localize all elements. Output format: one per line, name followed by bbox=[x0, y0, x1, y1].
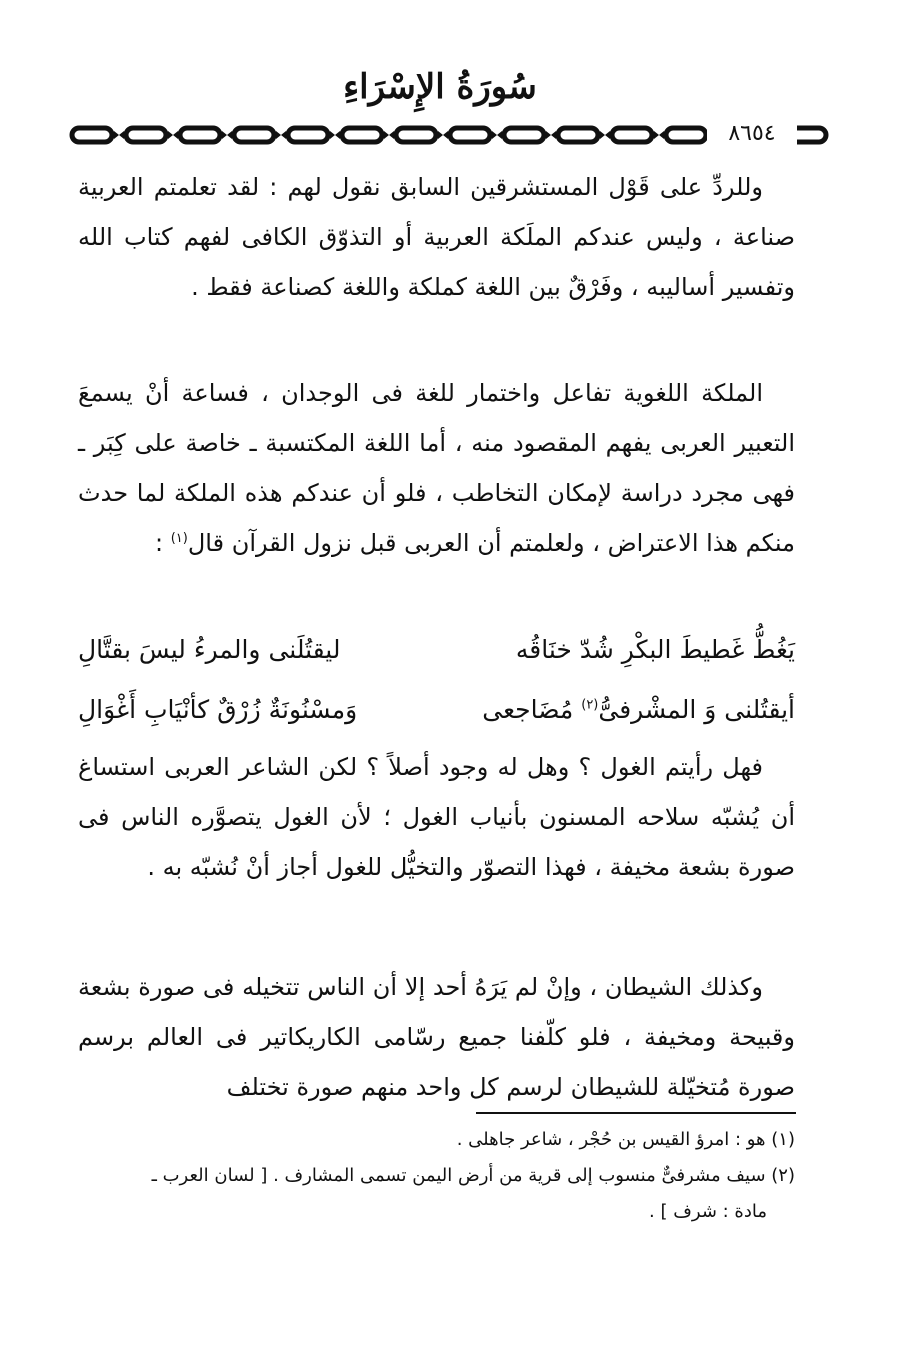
paragraph-2-text: الملكة اللغوية تفاعل واختمار للغة فى الوجدان ، فساعة أنْ يسمعَ التعبير العربى يفهم المقصود منه ، أما اللغة المكتسبة ـ خاصة على كِبَر ـ فهى مجرد دراسة لإمكان التخاطب ، فلو أن عندكم هذه الملكة لما حدث منكم هذا الاعتراض ، ولعلمتم أن العربى قبل نزول القرآن قال bbox=[78, 379, 795, 557]
paragraph-2 bbox=[78, 368, 795, 568]
footnote-divider bbox=[476, 1112, 796, 1114]
footnote-ref-1: (١) bbox=[170, 531, 188, 546]
hemistich-2-right-a: أيقتُلنى وَ المشْرفىُّ bbox=[598, 695, 795, 724]
footnote-2-continued: مادة : شرف ] . bbox=[649, 1201, 767, 1222]
footnote-1: (١) هو : امرؤ القيس بن حُجْر ، شاعر جاهلى . bbox=[456, 1129, 795, 1150]
poem-line-1 bbox=[78, 620, 795, 680]
paragraph-3: فهل رأيتم الغول ؟ وهل له وجود أصلاً ؟ لكن الشاعر العربى استساغ أن يُشبّه سلاحه المسنون بأنياب الغول ؛ لأن الغول يتصوَّره الناس فى صورة بشعة مخيفة ، فهذا التصوّر والتخيُّل للغول أجاز أنْ نُشبّه به . bbox=[78, 753, 795, 881]
surah-title: سُورَةُ الإِسْرَاءِ bbox=[343, 67, 537, 107]
paragraph-2-end: : bbox=[155, 529, 171, 557]
hemistich-2-left: وَمسْنُونَةٌ زُرْقٌ كأنْيَابِ أَغْوَالِ bbox=[78, 695, 358, 724]
paragraph-4: وكذلك الشيطان ، وإنْ لم يَرَهُ أحد إلا أن الناس تتخيله فى صورة بشعة وقبيحة ومخيفة ، فلو كلّفنا جميع رسّامى الكاريكاتير فى العالم برسم صورة مُتخيّلة للشيطان لرسم كل واحد منهم صورة تختلف bbox=[78, 973, 795, 1101]
page-number: ٨٦٥٤ bbox=[707, 119, 797, 149]
footnotes bbox=[78, 1122, 795, 1230]
footnote-2: (٢) سيف مشرفىٌّ منسوب إلى قرية من أرض اليمن تسمى المشارف . [ لسان العرب ـ bbox=[151, 1165, 795, 1186]
poem-block bbox=[78, 620, 795, 740]
hemistich-2-right bbox=[482, 680, 795, 740]
hemistich-1-right: يَغُطُّ غَطيطَ البكْرِ شُدّ خنَاقُه bbox=[515, 635, 795, 664]
footnote-ref-2: (٢) bbox=[581, 697, 599, 713]
hemistich-2-right-b: مُضَاجعى bbox=[482, 695, 582, 724]
hemistich-1-left: ليقتُلَنى والمرءُ ليسَ بقتَّالِ bbox=[78, 635, 341, 664]
poem-line-2 bbox=[78, 680, 795, 740]
paragraph-1: وللردِّ على قَوْل المستشرقين السابق نقول لهم : لقد تعلمتم العربية صناعة ، وليس عندكم الملَكة العربية أو التذوّق الكافى لفهم كتاب الله وتفسير أساليبه ، وفَرْقٌ بين اللغة كملكة واللغة كصناعة فقط . bbox=[78, 173, 795, 301]
